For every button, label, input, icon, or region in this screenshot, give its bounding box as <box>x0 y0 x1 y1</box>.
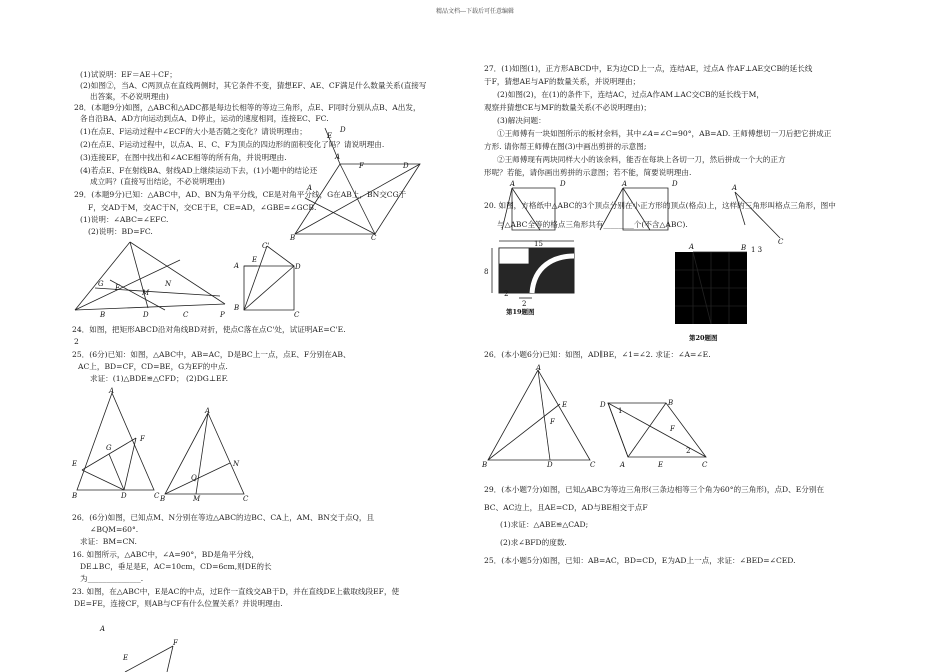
figure-q26-right <box>482 362 597 472</box>
svg-text:D: D <box>143 311 149 319</box>
svg-text:G: G <box>106 444 112 452</box>
svg-text:A: A <box>335 153 341 161</box>
text-line: ∠BQM=60°. <box>90 525 139 534</box>
text-line: 方形. 请你帮王师傅在图(3)中画出剪拼的示意图; <box>484 142 647 151</box>
svg-text:F: F <box>670 425 675 433</box>
text-line: F，交AD于M，交AC于N，交CE于E，CE=AD，∠GBE=∠GCB. <box>88 203 317 212</box>
figure-19-caption: 第19题图 <box>506 308 535 316</box>
svg-text:C: C <box>154 492 160 500</box>
figure-q26-parallel <box>598 395 713 473</box>
svg-text:A: A <box>307 184 313 192</box>
svg-text:E: E <box>252 256 258 264</box>
text-line: (2)说明：BD=FC. <box>88 227 153 236</box>
svg-text:F: F <box>140 435 145 443</box>
svg-text:A: A <box>620 461 626 469</box>
question-24: 24．如图，把矩形ABCD沿对角线BD对折，使点C落在点C'处，试证明AE=C'E. <box>72 325 346 334</box>
svg-text:D: D <box>560 180 566 188</box>
svg-text:C': C' <box>262 242 270 250</box>
svg-text:C: C <box>778 238 784 246</box>
svg-text:D: D <box>295 263 301 271</box>
svg-text:E: E <box>658 461 664 469</box>
svg-text:C: C <box>294 311 300 319</box>
svg-text:E: E <box>562 401 568 409</box>
svg-text:E: E <box>72 460 78 468</box>
svg-text:A: A <box>689 243 695 251</box>
svg-text:P: P <box>220 311 225 319</box>
text-line: 形呢？若能，请你画出剪拼的示意图；若不能，简要说明理由. <box>484 168 692 177</box>
svg-text:M: M <box>193 495 201 503</box>
text-line: DE⊥BC，垂足是E，AC=10cm，CD=6cm,则DE的长 <box>80 562 272 571</box>
svg-text:F: F <box>173 639 178 647</box>
svg-text:Q: Q <box>191 474 197 482</box>
svg-text:C: C <box>183 311 189 319</box>
svg-text:B: B <box>72 492 78 500</box>
svg-text:A: A <box>109 387 115 395</box>
text-line: 2 <box>74 337 79 346</box>
svg-text:A: A <box>732 184 738 192</box>
text-line: 观察并猜想CE与MF的数量关系(不必说明理由)； <box>484 103 652 112</box>
text-line: (1)说明：∠ABC=∠EFC. <box>80 215 169 224</box>
figure-q29 <box>70 240 230 318</box>
text-line: (2)如图②，当A、C两顶点在直线两侧时，其它条件不变，猜想EF、AE、CF满足什么数量关系(直接写 <box>80 81 427 90</box>
text-line: (2)如图(2)，在(1)的条件下，连结AC，过点A作AM⊥AC交CB的延长线于M， <box>497 90 764 99</box>
svg-text:C: C <box>243 495 249 503</box>
figure-20-caption: 第20题图 <box>689 334 718 342</box>
text-line: (3)解决问题： <box>497 116 546 125</box>
svg-text:M: M <box>142 289 150 297</box>
question-26-left: 26．(6分)如图，已知点M、N分别在等边△ABC的边BC、CA上，AM、BN交于点Q，且 <box>72 513 375 522</box>
text-line: 求证：BM=CN. <box>80 537 137 546</box>
svg-text:A: A <box>234 262 240 270</box>
svg-text:D: D <box>672 180 678 188</box>
text-line: DE=FE，连接CF，则AB与CF有什么位置关系？并说明理由. <box>74 599 283 608</box>
svg-text:2: 2 <box>522 300 527 308</box>
svg-text:A: A <box>100 625 106 633</box>
svg-text:A: A <box>536 364 542 372</box>
figure-q23 <box>95 620 195 672</box>
text-line: 为______________. <box>80 574 144 583</box>
svg-text:G: G <box>98 280 104 288</box>
text-line: 于F，猜想AE与AF的数量关系，并说明理由； <box>484 77 641 86</box>
svg-text:1 3: 1 3 <box>751 246 763 254</box>
text-line: (4)若点E、F在射线BA、射线AD上继续运动下去，(1)小题中的结论还 <box>80 166 318 175</box>
svg-text:B: B <box>100 311 106 319</box>
text-line: (1)求证：△ABE≌△CAD; <box>500 520 589 529</box>
text-line: (1)试说明：EF＝AE＋CF； <box>80 70 177 79</box>
svg-text:E: E <box>327 132 333 140</box>
figure-q26 <box>160 407 250 503</box>
svg-text:A: A <box>510 180 516 188</box>
svg-text:A: A <box>622 180 628 188</box>
text-line: 成立吗？(直接写出结论，不必说明理由) <box>90 177 226 186</box>
svg-text:D: D <box>403 162 409 170</box>
svg-text:B: B <box>160 495 166 503</box>
svg-text:F: F <box>359 162 364 170</box>
figure-q20 <box>665 240 765 343</box>
svg-text:8: 8 <box>484 268 489 276</box>
question-26-right: 26．(本小题6分)已知：如图，AD∥BE，∠1=∠2. 求证：∠A=∠E. <box>484 350 711 359</box>
text-line: ①王师傅有一块如图所示的板材余料，其中∠A=∠C=90°，AB=AD. 王师傅想切一刀后把它拼成正 <box>497 129 832 138</box>
svg-text:D: D <box>600 401 606 409</box>
text-line: (3)连接EF，在图中找出和∠ACE相等的所有角，并说明理由. <box>80 153 287 162</box>
svg-text:D: D <box>340 126 346 134</box>
svg-text:E: E <box>123 654 129 662</box>
question-29-right: 29．(本小题7分)如图，已知△ABC为等边三角形(三条边相等三个角为60°的三角形)，点D、E分别在 <box>484 485 825 494</box>
svg-text:B: B <box>290 234 296 242</box>
text-line: (2)在点E、F运动过程中，以点A、E、C、F为顶点的四边形的面积变化了吗？请说明理由. <box>80 140 385 149</box>
page-header: 精品文档---下载后可任意编辑 <box>435 8 515 15</box>
figure-q19 <box>484 236 584 316</box>
text-line: ②王师傅现有两块同样大小的该余料，能否在每块上各切一刀，然后拼成一个大的正方 <box>497 155 786 164</box>
text-line: BC、AC边上，且AE=CD，AD与BE相交于点F <box>484 503 648 512</box>
svg-text:N: N <box>233 460 240 468</box>
figure-q24 <box>232 238 312 320</box>
svg-text:D: D <box>547 461 553 469</box>
svg-text:B: B <box>234 304 240 312</box>
svg-text:B: B <box>741 244 747 252</box>
figure-q28 <box>285 118 435 243</box>
question-28: 28．(本题9分)如图，△ABC和△ADC都是每边长相等的等边三角形，点E、F同时分别从点B、A出发， <box>74 103 421 112</box>
question-25: 25．(6分)已知：如图，△ABC中，AB=AC，D是BC上一点，点E、F分别在AB、 <box>72 350 351 359</box>
svg-text:2: 2 <box>504 290 509 298</box>
svg-text:B: B <box>668 399 674 407</box>
text-line: (2)求∠BFD的度数. <box>500 538 567 547</box>
question-16: 16. 如图所示，△ABC中，∠A=90°，BD是角平分线， <box>72 550 259 559</box>
text-line: (1)在点E、F运动过程中∠ECF的大小是否随之变化？请说明理由； <box>80 127 307 136</box>
question-23: 23. 如图，在△ABC中，E是AC的中点，过E作一直线交AB于D，并在直线DE上截取线段EF，使 <box>72 587 400 596</box>
question-25-right: 25．(本小题5分)如图，已知：AB=AC，BD=CD，E为AD上一点，求证：∠BED=∠CED. <box>484 556 796 565</box>
text-line: 求证：(1)△BDE≌△CFD； (2)DG⊥EF. <box>90 374 229 383</box>
text-line: 与△ABC全等的格点三角形共有________个(不含△ABC). <box>497 220 688 229</box>
question-29: 29．(本题9分)已知：△ABC中，AD、BN为角平分线，CE是对角平分线，G在AB上，BN交CG于 <box>74 190 407 199</box>
svg-text:2: 2 <box>686 447 691 455</box>
svg-text:F: F <box>115 284 120 292</box>
svg-text:15: 15 <box>534 240 543 248</box>
svg-text:C: C <box>590 461 596 469</box>
svg-text:1: 1 <box>618 407 623 415</box>
svg-text:D: D <box>121 492 127 500</box>
figure-q25 <box>72 388 162 502</box>
svg-text:F: F <box>550 418 555 426</box>
svg-text:B: B <box>482 461 488 469</box>
text-line: 各自沿BA、AD方向运动到点A、D停止，运动的速度相同，连接EC、FC. <box>80 114 329 123</box>
svg-text:C: C <box>702 461 708 469</box>
text-line: AC上，BD=CF，CD=BE，G为EF的中点. <box>78 362 228 371</box>
svg-text:C: C <box>371 234 377 242</box>
svg-text:A: A <box>205 407 211 415</box>
question-20: 20. 如图，方格纸中△ABC的3个顶点分别在小正方形的顶点(格点)上，这样的三角形叫格点三角形，图中 <box>484 201 836 210</box>
question-27: 27．(1)如图(1)，正方形ABCD中，E为边CD上一点，连结AE，过点A 作AF⊥AE交CB的延长线 <box>484 64 813 73</box>
svg-text:N: N <box>165 280 172 288</box>
text-line: 出答案，不必说明理由) <box>90 92 169 101</box>
